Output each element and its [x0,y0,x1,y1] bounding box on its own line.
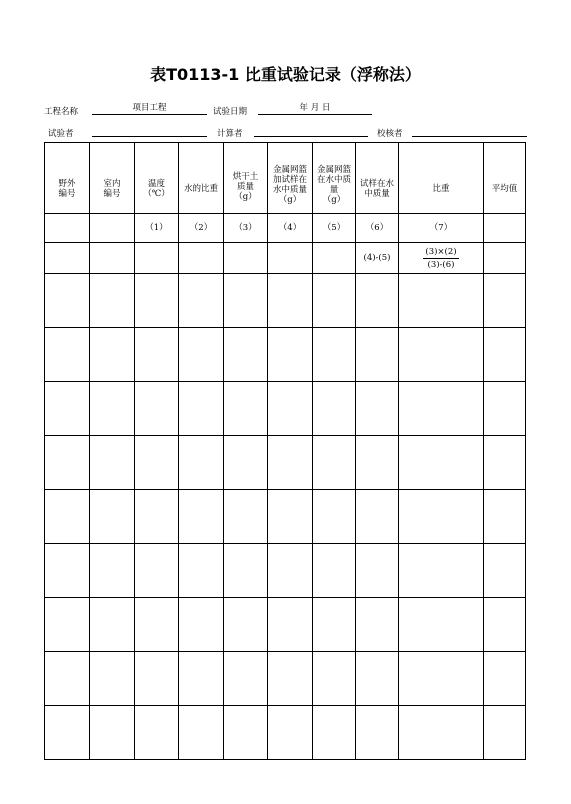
table-cell[interactable] [268,274,313,328]
table-cell[interactable] [135,652,179,706]
header-label: 烘干土 质量 （g） [232,171,259,202]
column-number-row [45,214,526,243]
table-cell[interactable] [313,652,356,706]
table-cell[interactable] [179,436,224,490]
table-cell[interactable] [224,382,268,436]
table-cell[interactable] [179,544,224,598]
header-cell-4 [179,143,224,214]
table-cell[interactable] [313,544,356,598]
table-cell[interactable] [484,436,526,490]
header-cell-8 [356,143,399,214]
column-number-5: （3） [224,214,268,243]
table-cell[interactable] [45,274,90,328]
table-cell[interactable] [399,598,484,652]
column-number-3: （1） [135,214,179,243]
table-cell[interactable] [224,274,268,328]
column-number-2 [90,214,135,243]
table-cell[interactable] [268,328,313,382]
column-number-7: （5） [313,214,356,243]
table-cell[interactable] [399,706,484,760]
table-row [45,328,526,382]
table-cell[interactable] [356,706,399,760]
table-row [45,274,526,328]
header-cell-7 [313,143,356,214]
table-cell[interactable] [179,652,224,706]
table-cell[interactable] [45,598,90,652]
table-cell[interactable] [356,544,399,598]
header-label: 温度 （℃） [143,179,170,199]
table-cell[interactable] [45,652,90,706]
table-cell[interactable] [399,274,484,328]
header-label: 金属网篮 加试样在 水中质量 （g） [272,164,307,205]
table-cell[interactable] [224,652,268,706]
header-label: 金属网篮 在水中质 量 （g） [316,164,351,205]
table-row [45,652,526,706]
table-row [45,598,526,652]
header-cell-10 [484,143,526,214]
table-cell[interactable] [135,598,179,652]
header-cell-5 [224,143,268,214]
table-cell[interactable] [45,490,90,544]
table-cell[interactable] [313,328,356,382]
header-label: 平均值 [491,184,518,194]
header-cell-3 [135,143,179,214]
table-cell[interactable] [135,436,179,490]
table-cell[interactable] [313,382,356,436]
table-cell[interactable] [484,652,526,706]
table-cell[interactable] [179,328,224,382]
formula-col7-numerator: (3)×(2) [425,246,457,257]
table-cell[interactable] [484,598,526,652]
column-number-8: （6） [356,214,399,243]
table-row [45,706,526,760]
header-label: 室内 编号 [103,179,121,199]
table-cell[interactable] [356,652,399,706]
table-cell[interactable] [356,490,399,544]
table-cell[interactable] [90,274,135,328]
header-cell-9 [399,143,484,214]
calc-field[interactable] [254,125,368,137]
header-label: 比重 [432,184,450,194]
table-cell[interactable] [135,328,179,382]
table-cell[interactable] [313,706,356,760]
table-cell[interactable] [179,598,224,652]
table-cell[interactable] [90,652,135,706]
table-cell[interactable] [399,652,484,706]
tester-field[interactable] [92,125,207,137]
table-cell[interactable] [484,328,526,382]
table-cell[interactable] [313,598,356,652]
table-cell[interactable] [45,382,90,436]
table-cell[interactable] [356,436,399,490]
table-cell[interactable] [135,274,179,328]
header-label: 野外 编号 [58,179,76,199]
table-cell[interactable] [224,706,268,760]
table-cell[interactable] [484,706,526,760]
project-label: 工程名称 [44,107,79,117]
project-field[interactable]: 项目工程 [92,103,207,115]
column-number-6: （4） [268,214,313,243]
table-cell[interactable] [356,598,399,652]
formula-col7 [399,243,484,274]
table-cell[interactable] [399,490,484,544]
table-cell[interactable] [484,544,526,598]
table-cell[interactable] [179,706,224,760]
table-cell[interactable] [399,436,484,490]
table-cell[interactable] [224,328,268,382]
table-cell[interactable] [90,328,135,382]
table-cell[interactable] [268,382,313,436]
table-cell[interactable] [179,490,224,544]
table-cell[interactable] [399,382,484,436]
table-cell[interactable] [268,544,313,598]
table-cell[interactable] [179,274,224,328]
table-row [45,490,526,544]
column-number-10 [484,214,526,243]
table-cell[interactable] [135,706,179,760]
header-label: 试样在水 中质量 [359,179,394,199]
table-cell[interactable] [399,328,484,382]
table-cell[interactable] [45,544,90,598]
table-cell[interactable] [90,382,135,436]
table-cell[interactable] [224,544,268,598]
table-cell[interactable] [224,598,268,652]
table-cell[interactable] [313,436,356,490]
header-cell-1 [45,143,90,214]
table-cell[interactable] [45,436,90,490]
table-cell[interactable] [179,382,224,436]
formula-row [45,243,526,274]
table-cell[interactable] [484,274,526,328]
header-cell-6 [268,143,313,214]
table-cell[interactable] [268,706,313,760]
header-cell-2 [90,143,135,214]
table-cell[interactable] [135,544,179,598]
table-cell[interactable] [90,490,135,544]
table-cell[interactable] [135,382,179,436]
formula-col6: (4)-(5) [356,243,399,274]
table-cell[interactable] [268,436,313,490]
formula-col7-denominator: (3)-(6) [427,259,455,270]
table-cell[interactable] [268,490,313,544]
table-cell[interactable] [484,382,526,436]
table-row [45,544,526,598]
column-number-4: （2） [179,214,224,243]
table-cell[interactable] [224,436,268,490]
table-cell[interactable] [45,328,90,382]
table-cell[interactable] [45,706,90,760]
table-cell[interactable] [356,382,399,436]
table-cell[interactable] [224,490,268,544]
table-cell[interactable] [268,598,313,652]
header-row [45,143,526,214]
table-cell[interactable] [135,490,179,544]
table-cell[interactable] [313,490,356,544]
calc-label: 计算者 [217,129,243,139]
check-field[interactable] [412,125,527,137]
table-row [45,382,526,436]
check-label: 校核者 [377,129,403,139]
date-field[interactable]: 年 月 日 [258,103,372,115]
table-cell[interactable] [313,274,356,328]
column-number-1 [45,214,90,243]
column-number-9: （7） [399,214,484,243]
date-label: 试验日期 [213,107,248,117]
table-cell[interactable] [90,436,135,490]
table-cell[interactable] [90,598,135,652]
gravity-record-table [44,142,526,760]
page-title: 表T0113-1 比重试验记录（浮称法） [150,65,421,84]
table-cell[interactable] [90,544,135,598]
table-cell[interactable] [268,652,313,706]
table-cell[interactable] [399,544,484,598]
table-cell[interactable] [356,328,399,382]
table-cell[interactable] [90,706,135,760]
header-label: 水的比重 [183,184,218,194]
table-row [45,436,526,490]
tester-label: 试验者 [48,129,74,139]
table-cell[interactable] [484,490,526,544]
table-cell[interactable] [356,274,399,328]
